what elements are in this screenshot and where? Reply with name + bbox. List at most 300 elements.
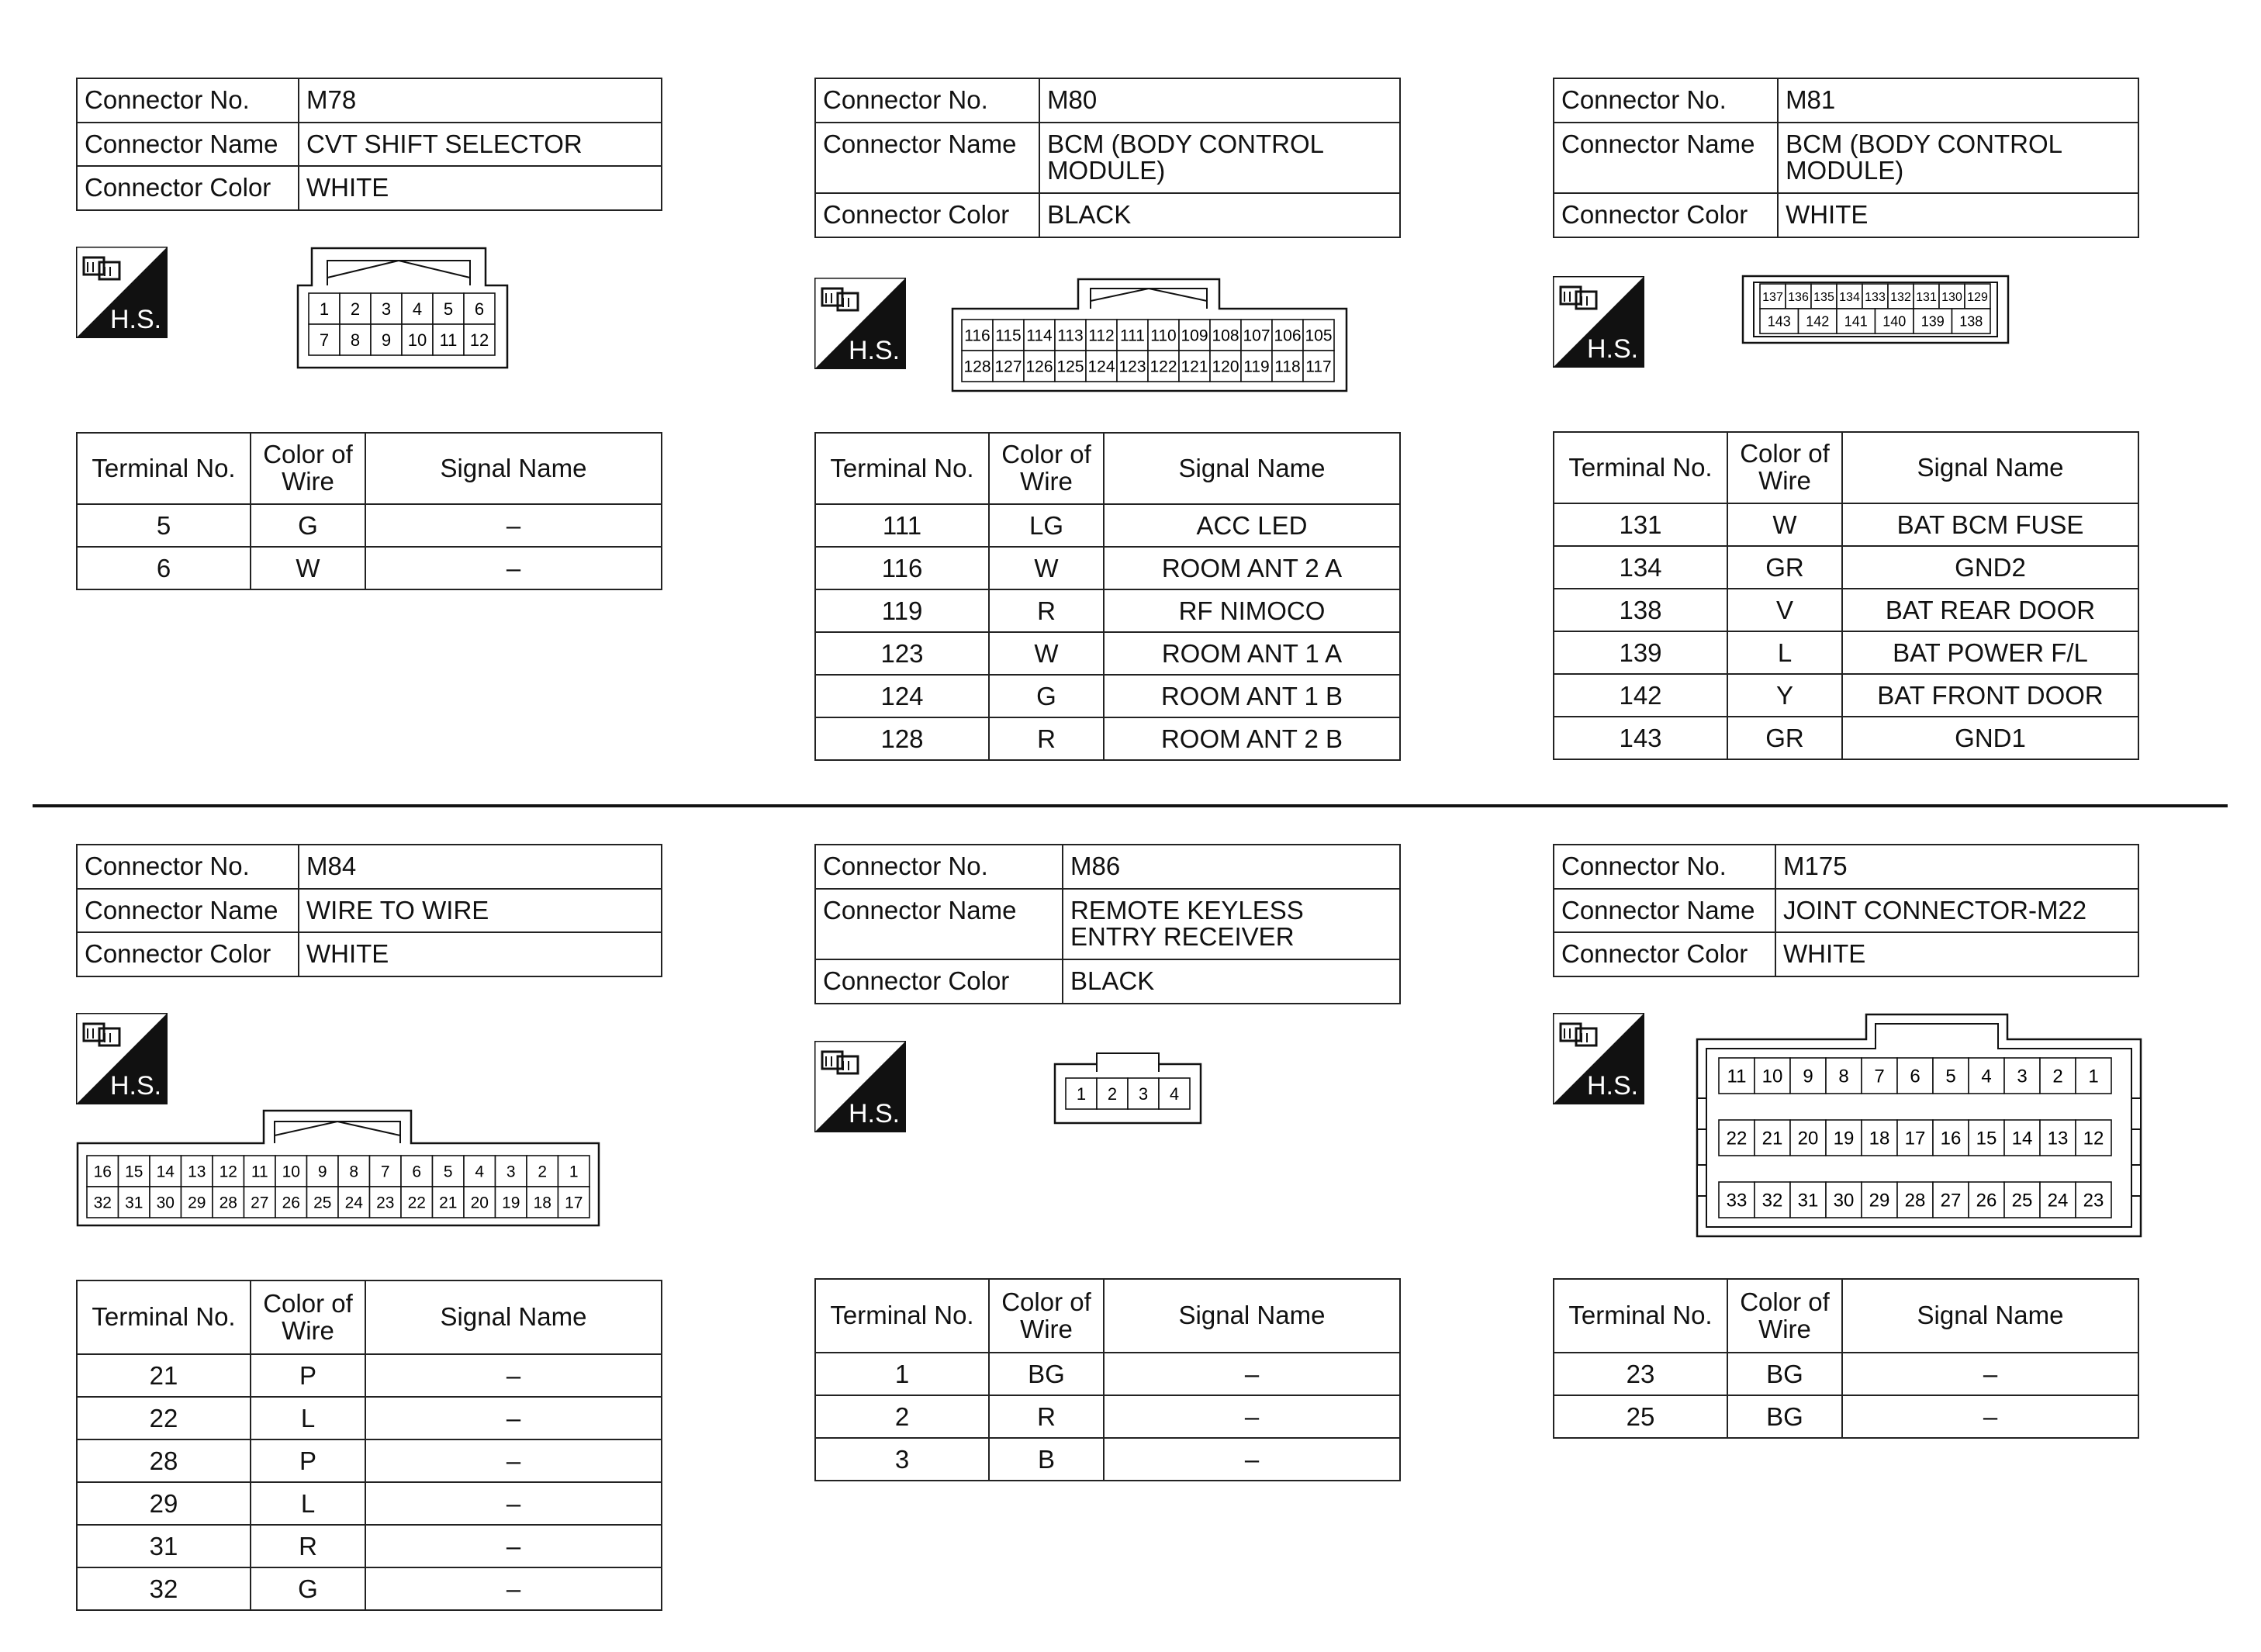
pin-number: 128 [963, 358, 991, 376]
pin-number: 114 [1026, 327, 1053, 345]
hs-label: H.S. [849, 1099, 901, 1128]
wire-color: G [251, 504, 365, 547]
connector-name-value: JOINT CONNECTOR-M22 [1775, 889, 2138, 933]
pin-number: 3 [381, 299, 392, 319]
terminal-no-header: Terminal No. [1554, 432, 1727, 503]
connector-block-m81 [1553, 78, 2139, 752]
connector-name-value: BCM (BODY CONTROL MODULE) [1778, 123, 2138, 193]
connector-name-label: Connector Name [77, 123, 299, 167]
wire-color: R [989, 1395, 1104, 1438]
hs-label: H.S. [110, 305, 162, 334]
pin-number: 135 [1813, 290, 1834, 304]
wire-color: P [251, 1354, 365, 1397]
pin-number: 107 [1243, 327, 1271, 345]
pin-number: 116 [964, 327, 990, 345]
terminal-no: 131 [1554, 503, 1727, 546]
pin-number: 110 [1150, 327, 1177, 345]
table-row [815, 547, 1400, 589]
pin-number: 130 [1941, 290, 1962, 304]
terminal-no: 116 [815, 547, 989, 589]
pin-number: 25 [313, 1194, 332, 1212]
pin-number: 131 [1916, 290, 1937, 304]
terminal-no: 28 [77, 1439, 251, 1482]
table-row [815, 675, 1400, 717]
pin-number: 141 [1844, 313, 1868, 330]
terminal-table [814, 432, 1401, 761]
pin-number: 18 [533, 1194, 551, 1212]
pin-number: 27 [251, 1194, 269, 1212]
wire-color: W [989, 632, 1104, 675]
connector-no-label: Connector No. [815, 78, 1039, 123]
wire-color: L [1727, 631, 1842, 674]
pin-number: 120 [1212, 358, 1239, 376]
table-row [1554, 1353, 2138, 1395]
terminal-no: 3 [815, 1438, 989, 1481]
terminal-no: 142 [1554, 674, 1727, 717]
table-row [1554, 589, 2138, 631]
pin-number: 4 [412, 299, 423, 319]
pin-number: 1 [1076, 1083, 1087, 1104]
pin-number: 115 [995, 327, 1022, 345]
pin-number: 31 [1797, 1190, 1819, 1211]
signal-name: – [365, 1397, 662, 1439]
wire-color-header: Color of Wire [251, 1280, 365, 1354]
wire-color: W [251, 547, 365, 589]
table-row [1554, 1395, 2138, 1438]
terminal-no: 2 [815, 1395, 989, 1438]
pin-number: 15 [1976, 1128, 1997, 1149]
connector-name-value: WIRE TO WIRE [299, 889, 662, 933]
pin-number: 3 [2017, 1066, 2028, 1087]
connector-block-m78 [76, 78, 662, 582]
pin-number: 126 [1025, 358, 1053, 376]
pin-number: 122 [1150, 358, 1177, 376]
pin-number: 26 [282, 1194, 300, 1212]
signal-name: ROOM ANT 1 B [1104, 675, 1400, 717]
connector-color-value: WHITE [299, 932, 662, 976]
pin-number: 28 [219, 1194, 237, 1212]
pin-number: 12 [2083, 1128, 2104, 1149]
signal-name: ROOM ANT 2 A [1104, 547, 1400, 589]
signal-name: RF NIMOCO [1104, 589, 1400, 632]
pin-number: 133 [1865, 290, 1886, 304]
connector-name-value: CVT SHIFT SELECTOR [299, 123, 662, 167]
terminal-no: 32 [77, 1567, 251, 1610]
connector-no-value: M78 [299, 78, 662, 123]
pin-number: 136 [1788, 290, 1809, 304]
pin-number: 13 [2047, 1128, 2069, 1149]
wire-color: GR [1727, 546, 1842, 589]
pin-number: 19 [502, 1194, 520, 1212]
pin-number: 15 [125, 1163, 143, 1181]
wire-color: P [251, 1439, 365, 1482]
pin-number: 23 [2083, 1190, 2104, 1211]
signal-name: BAT REAR DOOR [1842, 589, 2138, 631]
wire-color-header: Color of Wire [1727, 432, 1842, 503]
wire-color-header: Color of Wire [989, 1279, 1104, 1353]
signal-name: ACC LED [1104, 504, 1400, 547]
wire-color: Y [1727, 674, 1842, 717]
signal-name: – [365, 1525, 662, 1567]
table-row [815, 717, 1400, 760]
connector-block-m175 [1553, 844, 2139, 1431]
connector-no-label: Connector No. [77, 78, 299, 123]
pin-number: 19 [1833, 1128, 1855, 1149]
connector-info-table [1553, 844, 2139, 977]
pin-number: 127 [994, 358, 1022, 376]
pin-number: 20 [1797, 1128, 1819, 1149]
terminal-no: 128 [815, 717, 989, 760]
connector-info-table [1553, 78, 2139, 238]
terminal-no-header: Terminal No. [815, 1279, 989, 1353]
pin-number: 10 [282, 1163, 300, 1181]
terminal-no: 21 [77, 1354, 251, 1397]
pin-number: 32 [93, 1194, 112, 1212]
pin-number: 5 [443, 299, 454, 319]
pin-number: 143 [1767, 313, 1791, 330]
terminal-no: 119 [815, 589, 989, 632]
wire-color: L [251, 1397, 365, 1439]
signal-name: BAT FRONT DOOR [1842, 674, 2138, 717]
connector-name-label: Connector Name [77, 889, 299, 933]
connector-color-value: BLACK [1063, 959, 1400, 1004]
signal-name: BAT POWER F/L [1842, 631, 2138, 674]
table-row [77, 1439, 662, 1482]
pin-number: 109 [1181, 327, 1208, 345]
pin-number: 139 [1920, 313, 1945, 330]
pin-number: 6 [1910, 1066, 1920, 1087]
harness-side-icon [1553, 1013, 1644, 1104]
pin-number: 8 [350, 330, 361, 350]
pin-number: 17 [1904, 1128, 1926, 1149]
connector-face-m86 [1053, 1050, 1202, 1125]
signal-name: – [1104, 1438, 1400, 1481]
wire-color: R [989, 717, 1104, 760]
table-row [815, 1395, 1400, 1438]
signal-name: – [1104, 1353, 1400, 1395]
terminal-no: 123 [815, 632, 989, 675]
pin-number: 6 [474, 299, 485, 319]
pin-number: 16 [93, 1163, 112, 1181]
wire-color: W [1727, 503, 1842, 546]
pin-number: 13 [188, 1163, 206, 1181]
signal-name: – [365, 1567, 662, 1610]
connector-color-label: Connector Color [77, 932, 299, 976]
terminal-no: 5 [77, 504, 251, 547]
connector-no-value: M86 [1063, 845, 1400, 889]
connector-color-value: WHITE [1778, 193, 2138, 237]
signal-name: – [365, 1354, 662, 1397]
terminal-table [1553, 1278, 2139, 1439]
connector-color-label: Connector Color [815, 193, 1039, 237]
table-row [77, 1482, 662, 1525]
table-row [1554, 674, 2138, 717]
terminal-no: 31 [77, 1525, 251, 1567]
pin-number: 2 [538, 1163, 548, 1181]
pin-number: 118 [1274, 358, 1301, 376]
pin-number: 2 [1107, 1083, 1118, 1104]
pin-number: 138 [1959, 313, 1983, 330]
pin-number: 14 [156, 1163, 175, 1181]
pin-number: 10 [407, 330, 427, 350]
pin-number: 106 [1274, 327, 1302, 345]
table-row [815, 589, 1400, 632]
wire-color: R [989, 589, 1104, 632]
table-row [1554, 503, 2138, 546]
pin-number: 33 [1726, 1190, 1748, 1211]
terminal-table [76, 1280, 662, 1611]
connector-block-m80 [814, 78, 1401, 753]
connector-no-value: M175 [1775, 845, 2138, 889]
table-row [77, 1354, 662, 1397]
wire-color: BG [1727, 1395, 1842, 1438]
pin-number: 1 [319, 299, 330, 319]
connector-color-value: BLACK [1039, 193, 1400, 237]
pin-number: 5 [443, 1163, 453, 1181]
table-row [1554, 546, 2138, 589]
wire-color: V [1727, 589, 1842, 631]
pin-number: 17 [565, 1194, 583, 1212]
harness-side-icon [76, 247, 168, 338]
signal-name-header: Signal Name [1842, 432, 2138, 503]
pin-number: 9 [381, 330, 392, 350]
wire-color: G [989, 675, 1104, 717]
connector-no-value: M84 [299, 845, 662, 889]
connector-face-m175 [1696, 1013, 2142, 1238]
pin-number: 137 [1762, 290, 1783, 304]
connector-color-label: Connector Color [1554, 193, 1778, 237]
table-row [77, 1567, 662, 1610]
pin-number: 14 [2011, 1128, 2033, 1149]
pin-number: 129 [1967, 290, 1988, 304]
pin-number: 10 [1761, 1066, 1783, 1087]
pin-number: 119 [1243, 358, 1270, 376]
wire-color: LG [989, 504, 1104, 547]
signal-name-header: Signal Name [1104, 1279, 1400, 1353]
pin-number: 3 [506, 1163, 516, 1181]
pin-number: 30 [1833, 1190, 1855, 1211]
pin-number: 4 [475, 1163, 485, 1181]
connector-color-label: Connector Color [815, 959, 1063, 1004]
connector-color-value: WHITE [1775, 932, 2138, 976]
connector-name-label: Connector Name [1554, 123, 1778, 193]
harness-side-icon [1553, 276, 1644, 368]
pin-number: 7 [319, 330, 330, 350]
pin-number: 21 [439, 1194, 458, 1212]
connector-face-m84 [76, 1109, 600, 1227]
pin-number: 134 [1839, 290, 1860, 304]
table-row [815, 504, 1400, 547]
pin-number: 21 [1761, 1128, 1783, 1149]
terminal-no: 23 [1554, 1353, 1727, 1395]
connector-face-m78 [296, 247, 509, 369]
pin-number: 7 [380, 1163, 390, 1181]
pin-number: 7 [1874, 1066, 1885, 1087]
wire-color: G [251, 1567, 365, 1610]
pin-number: 113 [1057, 327, 1084, 345]
terminal-no-header: Terminal No. [77, 1280, 251, 1354]
terminal-no: 29 [77, 1482, 251, 1525]
pin-number: 3 [1138, 1083, 1149, 1104]
pin-number: 8 [1838, 1066, 1849, 1087]
table-row [815, 1353, 1400, 1395]
signal-name-header: Signal Name [1842, 1279, 2138, 1353]
signal-name: ROOM ANT 2 B [1104, 717, 1400, 760]
pin-number: 29 [188, 1194, 206, 1212]
signal-name-header: Signal Name [365, 433, 662, 504]
connector-info-table [76, 78, 662, 211]
pin-number: 4 [1169, 1083, 1180, 1104]
connector-info-table [814, 844, 1401, 1004]
terminal-no: 25 [1554, 1395, 1727, 1438]
wire-color: W [989, 547, 1104, 589]
pin-number: 117 [1305, 358, 1332, 376]
connector-color-label: Connector Color [1554, 932, 1775, 976]
pin-number: 4 [1981, 1066, 1992, 1087]
terminal-no: 22 [77, 1397, 251, 1439]
hs-label: H.S. [1587, 334, 1639, 364]
connector-no-value: M81 [1778, 78, 2138, 123]
pin-number: 11 [251, 1163, 268, 1181]
wire-color-header: Color of Wire [251, 433, 365, 504]
terminal-no: 111 [815, 504, 989, 547]
table-row [77, 547, 662, 589]
pin-number: 16 [1940, 1128, 1962, 1149]
pin-number: 132 [1890, 290, 1911, 304]
terminal-no: 134 [1554, 546, 1727, 589]
pin-number: 12 [219, 1163, 237, 1181]
pin-number: 105 [1305, 327, 1333, 345]
connector-face-m80 [951, 278, 1348, 392]
terminal-table [1553, 431, 2139, 760]
pin-number: 1 [569, 1163, 579, 1181]
signal-name-header: Signal Name [365, 1280, 662, 1354]
connector-block-m84 [76, 844, 662, 1603]
harness-side-icon [814, 1041, 906, 1132]
pin-number: 9 [1803, 1066, 1813, 1087]
wire-color: B [989, 1438, 1104, 1481]
table-row [815, 632, 1400, 675]
signal-name: – [365, 504, 662, 547]
pin-number: 9 [317, 1163, 327, 1181]
connector-no-label: Connector No. [1554, 845, 1775, 889]
signal-name: BAT BCM FUSE [1842, 503, 2138, 546]
signal-name: – [365, 1482, 662, 1525]
wire-color: R [251, 1525, 365, 1567]
connector-color-label: Connector Color [77, 166, 299, 210]
connector-name-value: BCM (BODY CONTROL MODULE) [1039, 123, 1400, 193]
connector-no-label: Connector No. [77, 845, 299, 889]
terminal-table [814, 1278, 1401, 1481]
connector-no-label: Connector No. [1554, 78, 1778, 123]
pin-number: 22 [1726, 1128, 1748, 1149]
pin-number: 8 [349, 1163, 359, 1181]
terminal-no: 6 [77, 547, 251, 589]
pin-number: 111 [1120, 327, 1145, 345]
terminal-no-header: Terminal No. [815, 433, 989, 504]
signal-name: – [1104, 1395, 1400, 1438]
pin-number: 22 [407, 1194, 426, 1212]
harness-side-icon [814, 278, 906, 369]
terminal-no: 138 [1554, 589, 1727, 631]
wire-color-header: Color of Wire [1727, 1279, 1842, 1353]
connector-info-table [76, 844, 662, 977]
pin-number: 121 [1181, 358, 1208, 376]
harness-side-icon [76, 1013, 168, 1104]
table-row [77, 1397, 662, 1439]
pin-number: 140 [1882, 313, 1907, 330]
connector-name-label: Connector Name [1554, 889, 1775, 933]
wire-color: GR [1727, 717, 1842, 759]
hs-label: H.S. [110, 1071, 162, 1101]
pin-number: 12 [469, 330, 489, 350]
pin-number: 25 [2011, 1190, 2033, 1211]
pin-number: 23 [376, 1194, 395, 1212]
signal-name: GND2 [1842, 546, 2138, 589]
pin-number: 11 [439, 330, 458, 350]
table-row [1554, 717, 2138, 759]
connector-no-label: Connector No. [815, 845, 1063, 889]
pin-number: 142 [1806, 313, 1830, 330]
pin-number: 29 [1869, 1190, 1890, 1211]
signal-name: GND1 [1842, 717, 2138, 759]
connector-face-m81 [1741, 275, 2010, 344]
pin-number: 6 [412, 1163, 422, 1181]
pin-number: 124 [1087, 358, 1115, 376]
table-row [815, 1438, 1400, 1481]
connector-name-value: REMOTE KEYLESS ENTRY RECEIVER [1063, 889, 1400, 959]
pin-number: 27 [1940, 1190, 1962, 1211]
signal-name: – [365, 547, 662, 589]
wire-color: BG [1727, 1353, 1842, 1395]
hs-label: H.S. [849, 336, 901, 365]
wire-color: BG [989, 1353, 1104, 1395]
pin-number: 5 [1945, 1066, 1956, 1087]
table-row [77, 1525, 662, 1567]
pin-number: 2 [2052, 1066, 2063, 1087]
pin-number: 28 [1904, 1190, 1926, 1211]
pin-number: 26 [1976, 1190, 1997, 1211]
connector-name-label: Connector Name [815, 889, 1063, 959]
signal-name: – [1842, 1395, 2138, 1438]
pin-number: 24 [344, 1194, 363, 1212]
connector-color-value: WHITE [299, 166, 662, 210]
pin-number: 123 [1118, 358, 1146, 376]
terminal-table [76, 432, 662, 590]
pin-number: 24 [2047, 1190, 2069, 1211]
pin-number: 2 [350, 299, 361, 319]
connector-info-table [814, 78, 1401, 238]
terminal-no-header: Terminal No. [77, 433, 251, 504]
pin-number: 32 [1761, 1190, 1783, 1211]
wire-color: L [251, 1482, 365, 1525]
signal-name: – [1842, 1353, 2138, 1395]
pin-number: 30 [156, 1194, 175, 1212]
pin-number: 108 [1212, 327, 1239, 345]
terminal-no-header: Terminal No. [1554, 1279, 1727, 1353]
pin-number: 1 [2088, 1066, 2099, 1087]
connector-no-value: M80 [1039, 78, 1400, 123]
terminal-no: 139 [1554, 631, 1727, 674]
terminal-no: 1 [815, 1353, 989, 1395]
pin-number: 20 [470, 1194, 489, 1212]
terminal-no: 143 [1554, 717, 1727, 759]
hs-label: H.S. [1587, 1071, 1639, 1101]
pin-number: 11 [1727, 1066, 1747, 1087]
pin-number: 18 [1869, 1128, 1890, 1149]
pin-number: 112 [1088, 327, 1115, 345]
connector-name-label: Connector Name [815, 123, 1039, 193]
